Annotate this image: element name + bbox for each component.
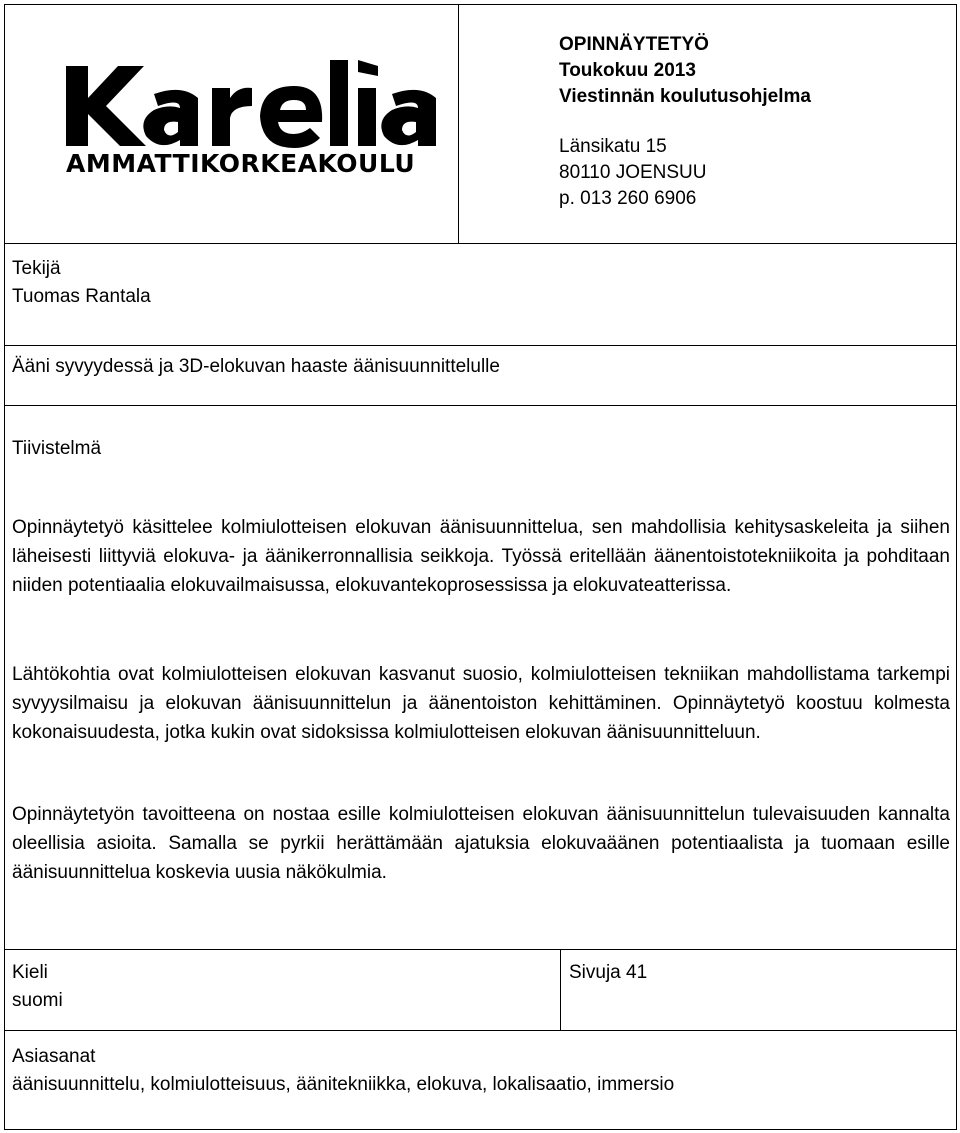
- keywords-label: Asiasanat: [12, 1046, 96, 1067]
- svg-text:AMMATTIKORKEAKOULU: AMMATTIKORKEAKOULU: [66, 149, 416, 178]
- abstract-bottom-line: [4, 949, 957, 950]
- degree-program: Viestinnän koulutusohjelma: [559, 86, 811, 107]
- page-count: Sivuja 41: [569, 962, 648, 983]
- author-bottom-line: [4, 345, 957, 346]
- keywords-value: äänisuunnittelu, kolmiulotteisuus, äänitekniikka, elokuva, lokalisaatio, immersio: [12, 1074, 675, 1095]
- language-bottom-line: [4, 1030, 957, 1031]
- title-bottom-line: [4, 405, 957, 406]
- karelia-logo-mark: [66, 60, 466, 180]
- language-value: suomi: [12, 990, 63, 1011]
- karelia-logo: [66, 60, 466, 180]
- address-street: Länsikatu 15: [559, 136, 667, 157]
- abstract-label: Tiivistelmä: [12, 438, 102, 459]
- language-label: Kieli: [12, 962, 48, 983]
- phone-number: p. 013 260 6906: [559, 188, 697, 209]
- abstract-paragraph-1: Opinnäytetyö käsittelee kolmiulotteisen elokuvan äänisuunnittelua, sen mahdollisia kehitysaskeleita ja siihen läheisesti liittyviä elokuva- ja äänikerronnallisia seikkoja. Työssä eritellään äänentoistotekniikoita ja pohditaan niiden potentiaalia elokuvailmaisussa, elokuvantekoprosessissa ja elokuvateatterissa.: [12, 517, 950, 596]
- language-divider: [560, 949, 561, 1031]
- author-name: Tuomas Rantala: [12, 286, 151, 307]
- abstract-paragraph-3: Opinnäytetyön tavoitteena on nostaa esille kolmiulotteisen elokuvan äänisuunnittelun tulevaisuuden kannalta oleellisia asioita. Samalla se pyrkii herättämään ajatuksia elokuvaäänen potentiaalista ja tuomaan esille äänisuunnittelua koskevia uusia näkökulmia.: [12, 804, 950, 883]
- address-city: 80110 JOENSUU: [559, 162, 707, 183]
- thesis-title: Ääni syvyydessä ja 3D-elokuvan haaste äänisuunnittelulle: [12, 356, 500, 377]
- thesis-label: OPINNÄYTETYÖ: [559, 34, 709, 55]
- header-bottom-line: [4, 243, 957, 244]
- abstract-paragraph-2: Lähtökohtia ovat kolmiulotteisen elokuvan kasvanut suosio, kolmiulotteisen tekniikan mahdollistama tarkempi syvyysilmaisu ja elokuvan äänisuunnittelun ja äänentoiston kehittäminen. Opinnäytetyö koostuu kolmesta kokonaisuudesta, jotka kukin ovat sidoksissa kolmiulotteisen elokuvan äänisuunnitteluun.: [12, 664, 950, 743]
- author-label: Tekijä: [12, 258, 61, 279]
- thesis-date: Toukokuu 2013: [559, 60, 696, 81]
